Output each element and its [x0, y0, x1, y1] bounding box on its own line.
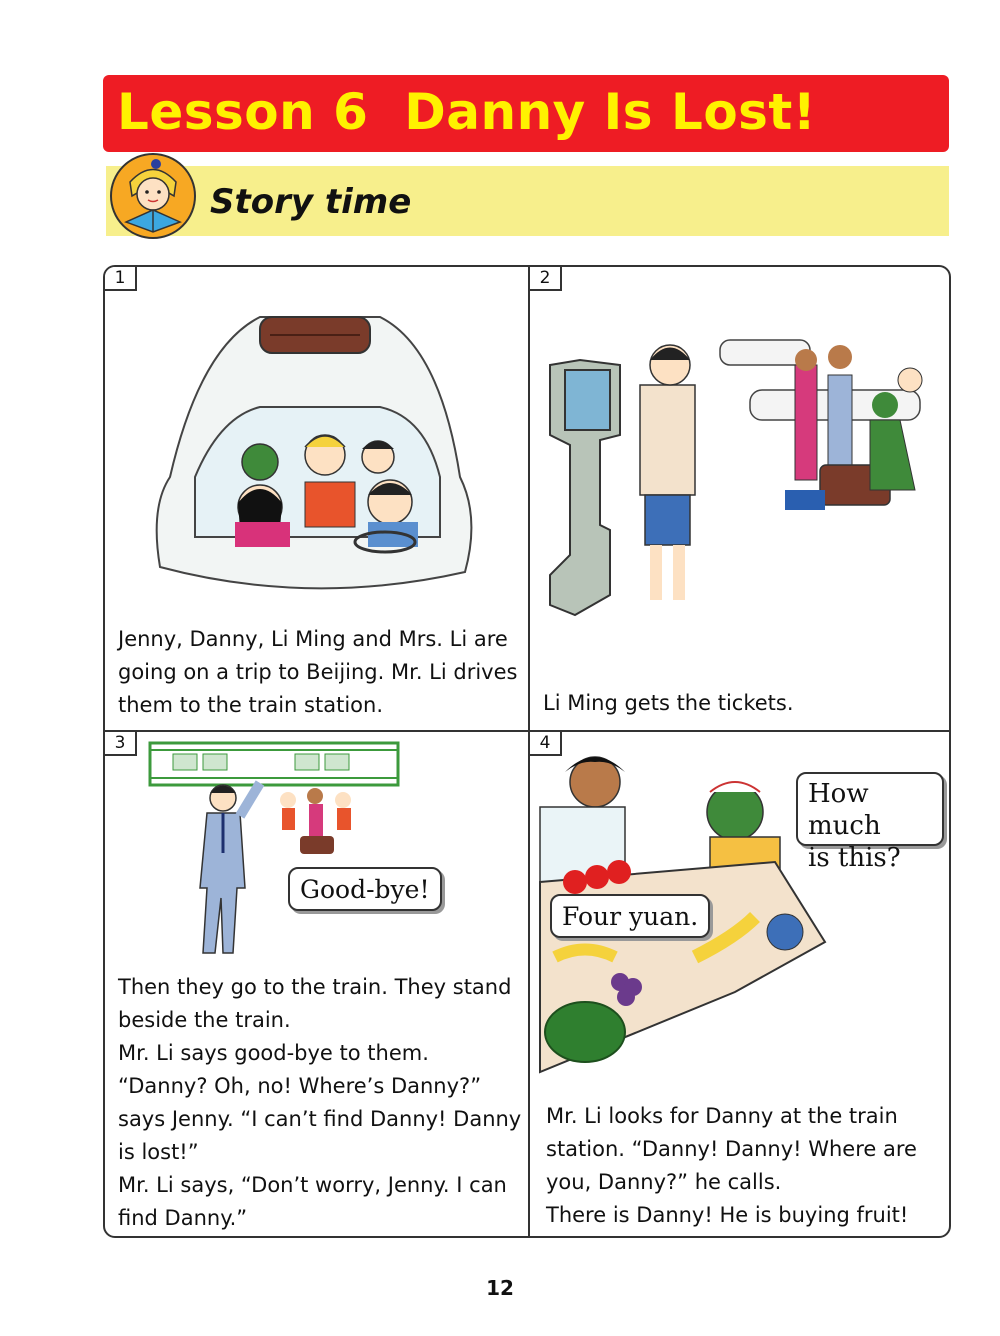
speech-bubble-goodbye: Good-bye!: [288, 867, 442, 911]
car-illustration: [140, 307, 480, 607]
panel-3: [105, 732, 528, 1238]
caption-line: There is Danny! He is buying fruit!: [546, 1203, 909, 1227]
caption-line: Mr. Li says good-bye to them.: [118, 1041, 429, 1065]
panel-1-caption: [118, 623, 517, 722]
story-time-bar: [106, 166, 949, 236]
panel-1: [105, 267, 528, 730]
caption-line: Mr. Li looks for Danny at the train: [546, 1104, 898, 1128]
caption-line: you, Danny?” he calls.: [546, 1170, 782, 1194]
caption-line: Li Ming gets the tickets.: [543, 691, 794, 715]
caption-line: says Jenny. “I can’t find Danny! Danny: [118, 1107, 522, 1131]
story-panels: [103, 265, 951, 1238]
reading-girl-icon: [108, 152, 198, 240]
caption-line: find Danny.”: [118, 1206, 248, 1230]
caption-line: station. “Danny! Danny! Where are: [546, 1137, 917, 1161]
section-title: Story time: [210, 182, 412, 222]
caption-line: Then they go to the train. They stand: [118, 975, 512, 999]
page-number: 12: [486, 1276, 514, 1300]
ticket-machine-illustration: [540, 305, 940, 635]
caption-line: going on a trip to Beijing. Mr. Li drives: [118, 660, 518, 684]
panel-3-caption: [118, 971, 521, 1235]
panel-number: 2: [530, 267, 562, 291]
panel-number: 3: [105, 732, 137, 756]
caption-line: Jenny, Danny, Li Ming and Mrs. Li are: [118, 627, 508, 651]
speech-line: is this?: [808, 843, 901, 873]
speech-bubble-four-yuan: Four yuan.: [550, 894, 710, 938]
caption-line: is lost!”: [118, 1140, 199, 1164]
lesson-title-bar: [103, 75, 949, 152]
lesson-title: Lesson 6 Danny Is Lost!: [117, 83, 817, 141]
panel-number: 4: [530, 732, 562, 756]
speech-bubble-how-much: [796, 772, 944, 873]
panel-4-caption: [546, 1100, 917, 1232]
panel-2: [530, 267, 951, 730]
panel-4: [530, 732, 951, 1238]
caption-line: beside the train.: [118, 1008, 291, 1032]
caption-line: them to the train station.: [118, 693, 383, 717]
panel-2-caption: [543, 687, 794, 720]
panel-number: 1: [105, 267, 137, 291]
speech-line: How much: [808, 779, 881, 841]
train-platform-illustration: [145, 738, 405, 968]
caption-line: “Danny? Oh, no! Where’s Danny?”: [118, 1074, 482, 1098]
caption-line: Mr. Li says, “Don’t worry, Jenny. I can: [118, 1173, 507, 1197]
